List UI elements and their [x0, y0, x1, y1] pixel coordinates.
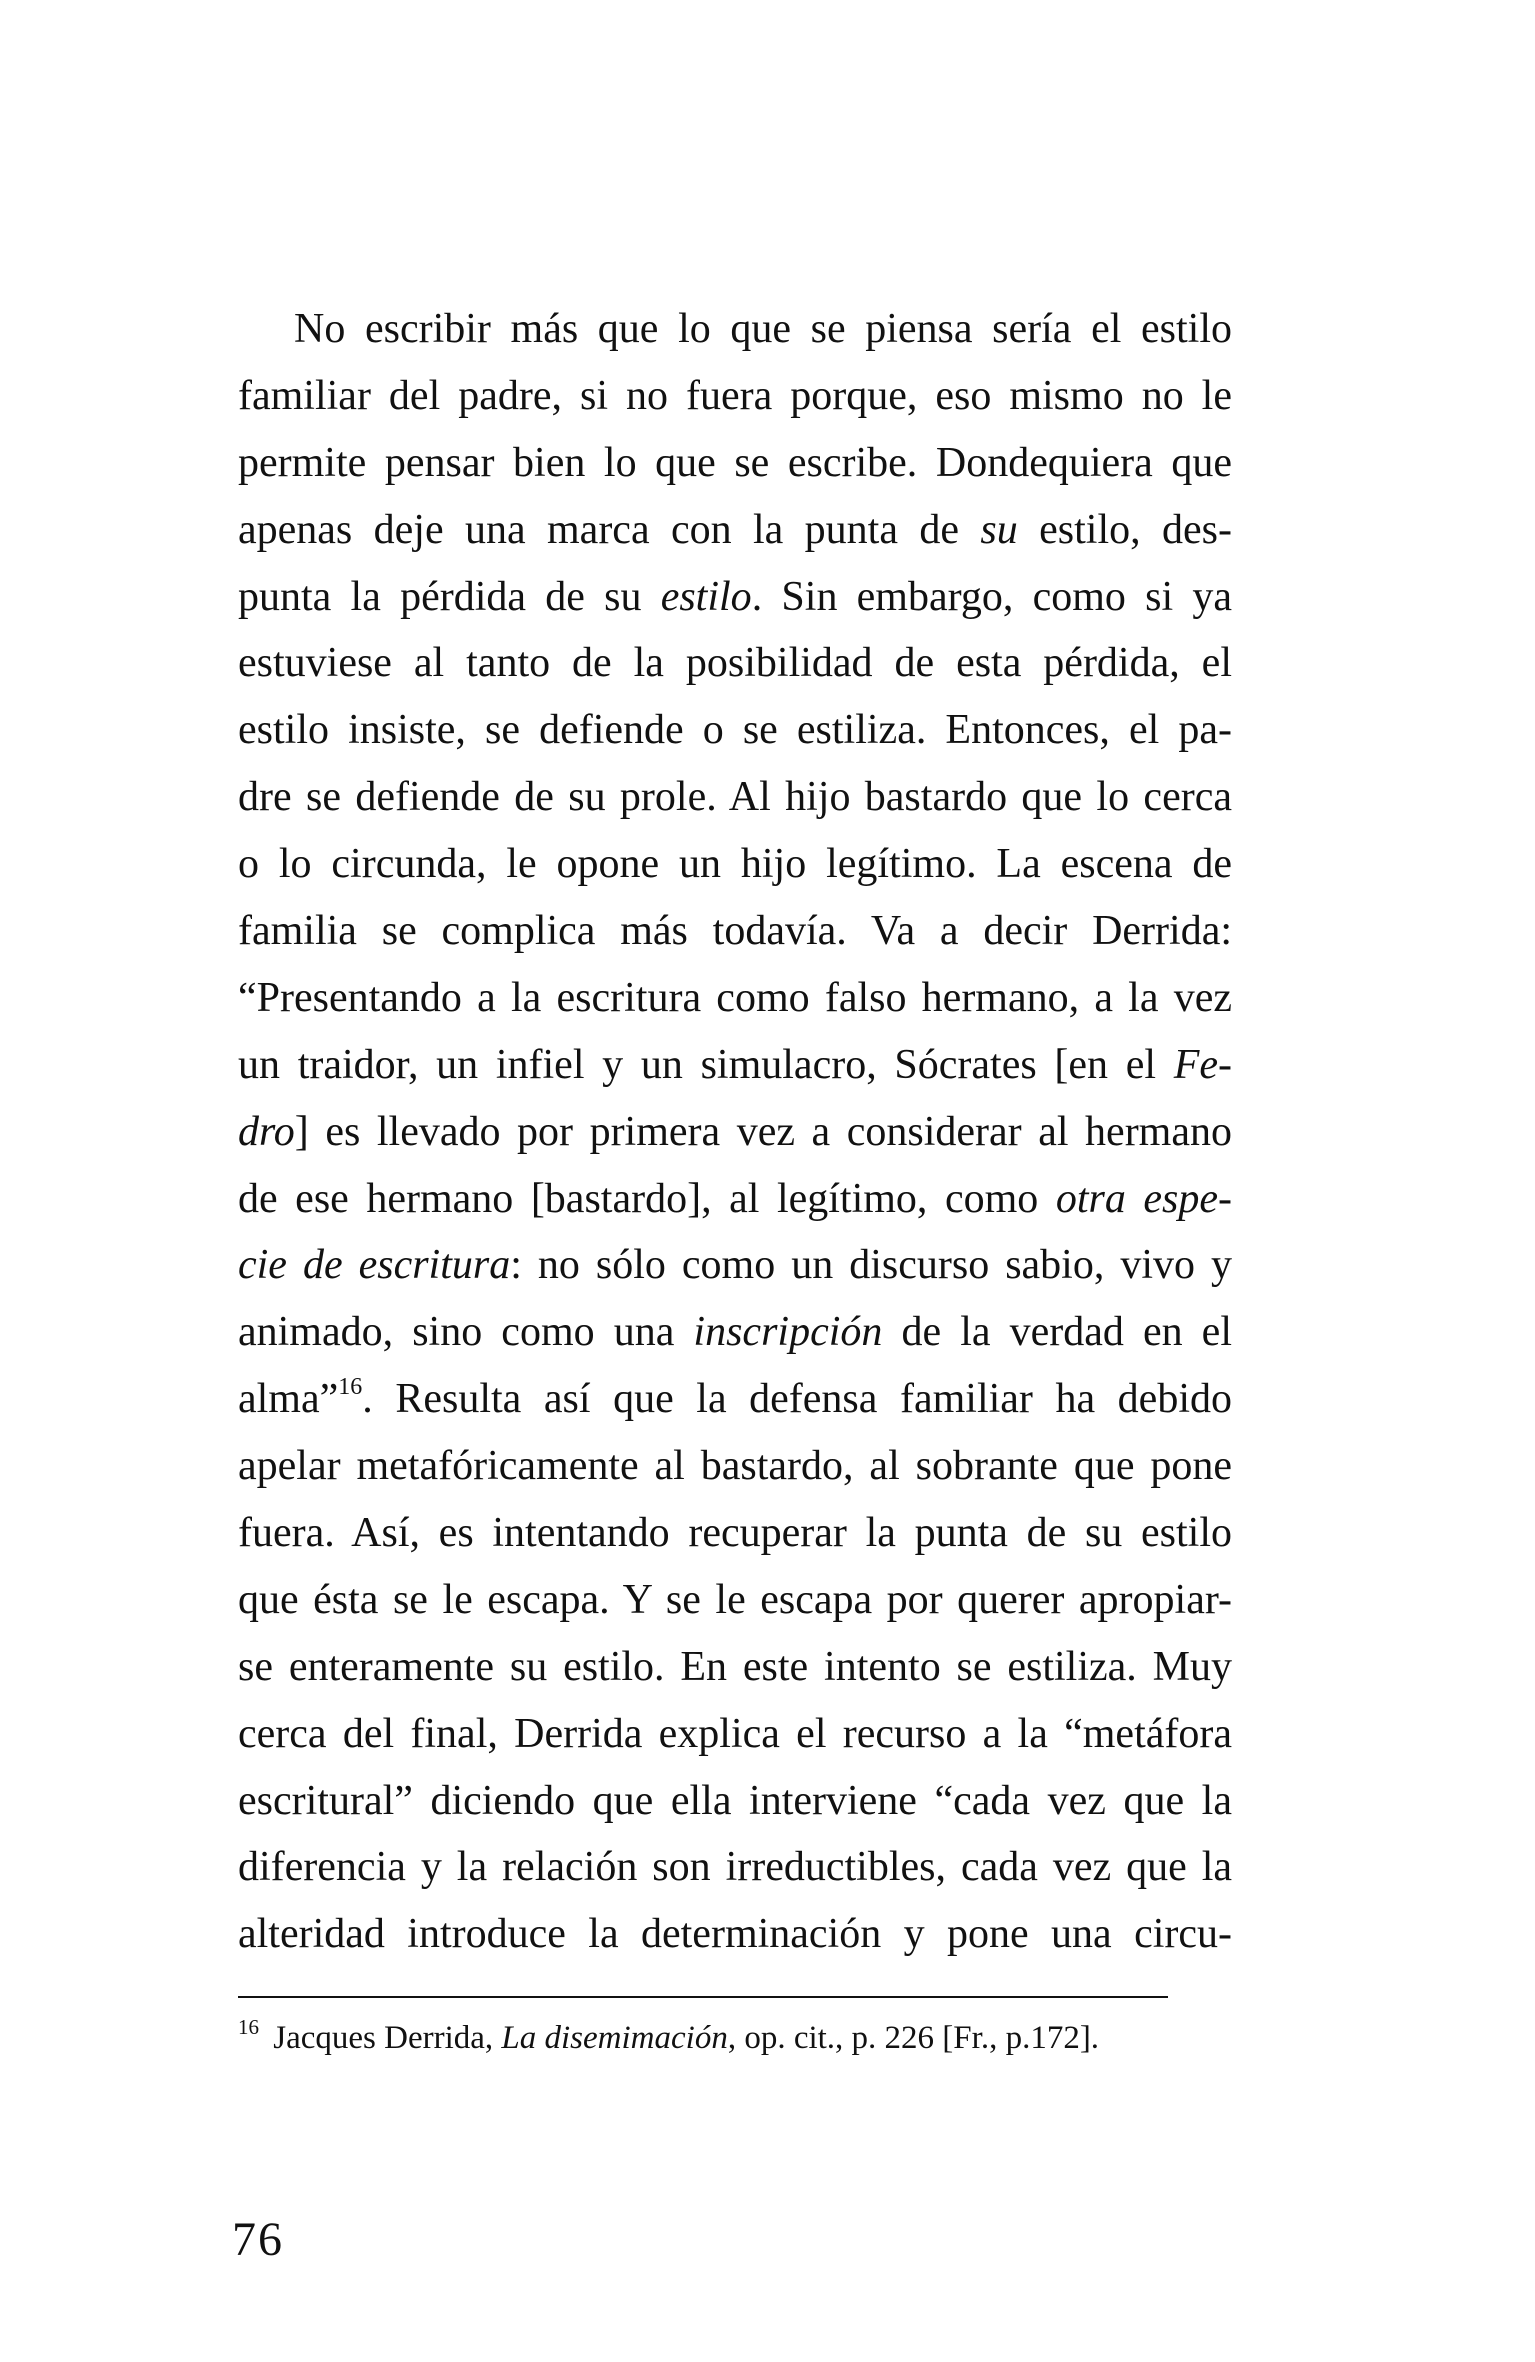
text-line [238, 697, 1232, 764]
text-segment: diferencia y la relación son irreductibles, cada vez que la [238, 1844, 1232, 1891]
footnote-marker: 16 [238, 2015, 259, 2039]
text-line [238, 1166, 1232, 1233]
text-segment: ] es llevado por primera vez a considerar al hermano [294, 1108, 1232, 1155]
text-line [238, 1232, 1232, 1299]
text-segment: alma” [238, 1376, 339, 1423]
text-segment: permite pensar bien lo que se escribe. Dondequiera que [238, 439, 1232, 486]
text-segment: familiar del padre, si no fuera porque, eso mismo no le [238, 372, 1232, 419]
footnote-text-after: , op. cit., p. 226 [Fr., p.172]. [727, 2020, 1100, 2056]
text-segment: punta la pérdida de su [238, 573, 661, 620]
text-line [238, 1500, 1232, 1567]
text-segment: : no sólo como un discurso sabio, vivo y [510, 1242, 1233, 1289]
text-segment: se enteramente su estilo. En este intento se estiliza. Muy [238, 1643, 1232, 1690]
text-line [238, 1834, 1232, 1901]
text-line [238, 1768, 1232, 1835]
text-line [238, 296, 1232, 363]
footnote-text-before: Jacques Derrida, [265, 2020, 502, 2056]
text-segment: de ese hermano [bastardo], al legítimo, como [238, 1175, 1056, 1222]
text-segment: “Presentando a la escritura como falso hermano, a la vez [238, 974, 1232, 1021]
text-line [238, 1099, 1232, 1166]
text-segment: estilo insiste, se defiende o se estiliza. Entonces, el pa- [238, 707, 1232, 754]
text-segment: cerca del final, Derrida explica el recurso a la “metáfora [238, 1710, 1232, 1757]
italic-text: estilo [660, 573, 752, 620]
text-segment: apelar metafóricamente al bastardo, al sobrante que pone [238, 1443, 1232, 1490]
text-line [238, 363, 1232, 430]
text-segment: . Sin embargo, como si ya [751, 573, 1232, 620]
text-segment: estilo, des- [1017, 506, 1232, 553]
text-line [238, 1701, 1232, 1768]
text-line [238, 1299, 1232, 1366]
text-segment: un traidor, un infiel y un simulacro, Sócrates [en el [238, 1041, 1174, 1088]
text-line [238, 1901, 1232, 1968]
italic-text: cie de escritura [238, 1242, 511, 1289]
text-line [238, 564, 1232, 631]
text-segment: . Resulta así que la defensa familiar ha debido [362, 1376, 1232, 1423]
text-segment: o lo circunda, le opone un hijo legítimo. La escena de [238, 841, 1232, 888]
footnote-rule [238, 1996, 1168, 1998]
text-segment: que ésta se le escapa. Y se le escapa por querer apropiar- [238, 1576, 1232, 1623]
footnote [238, 2014, 1232, 2062]
footnote-title: La disemimación [501, 2020, 728, 2056]
text-line [238, 1634, 1232, 1701]
text-line [238, 898, 1232, 965]
text-segment: No escribir más que lo que se piensa sería el estilo [294, 306, 1232, 352]
italic-text: otra espe- [1055, 1175, 1232, 1222]
body-text [238, 296, 1232, 1968]
italic-text: inscripción [693, 1309, 883, 1356]
text-segment: de la verdad en el [882, 1309, 1232, 1356]
text-line [238, 1032, 1232, 1099]
text-line [238, 764, 1232, 831]
italic-text: dro [238, 1108, 295, 1155]
text-line [238, 1366, 1232, 1433]
text-segment: alteridad introduce la determinación y pone una circu- [238, 1911, 1232, 1958]
text-segment: familia se complica más todavía. Va a decir Derrida: [238, 908, 1232, 955]
italic-text: su [980, 506, 1018, 553]
italic-text: Fe- [1173, 1041, 1232, 1088]
text-segment: apenas deje una marca con la punta de [238, 506, 981, 553]
text-segment: dre se defiende de su prole. Al hijo bastardo que lo cerca [238, 774, 1232, 821]
text-segment: animado, sino como una [238, 1309, 694, 1356]
text-segment: fuera. Así, es intentando recuperar la punta de su estilo [238, 1510, 1232, 1557]
text-segment: escritural” diciendo que ella interviene “cada vez que la [238, 1777, 1232, 1824]
text-line [238, 965, 1232, 1032]
text-line [238, 1567, 1232, 1634]
text-line [238, 430, 1232, 497]
text-line [238, 1433, 1232, 1500]
footnote-reference: 16 [338, 1374, 363, 1401]
text-line [238, 630, 1232, 697]
page-number: 76 [232, 2213, 284, 2266]
text-line [238, 497, 1232, 564]
text-segment: estuviese al tanto de la posibilidad de esta pérdida, el [238, 640, 1232, 687]
text-line [238, 831, 1232, 898]
